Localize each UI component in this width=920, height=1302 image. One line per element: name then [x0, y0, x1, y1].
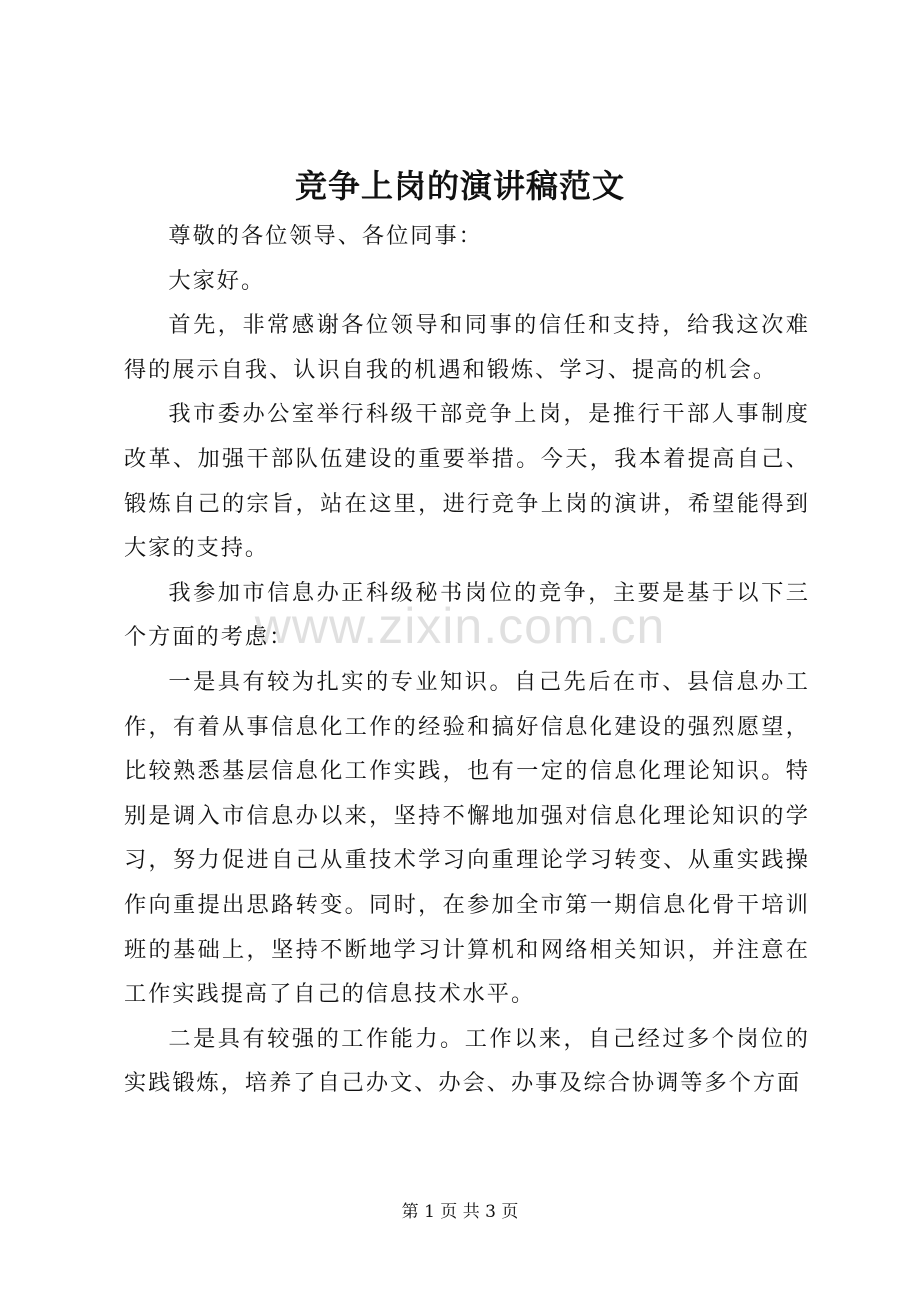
paragraph-salutation: 尊敬的各位领导、各位同事：	[168, 223, 483, 249]
paragraph-thanks: 首先，非常感谢各位领导和同事的信任和支持，给我这次难得的展示自我、认识自我的机遇和锻炼、学习、提高的机会。	[124, 312, 810, 383]
document-title: 竞争上岗的演讲稿范文	[294, 167, 625, 205]
paragraph-greeting: 大家好。	[168, 267, 266, 294]
paragraph-introduction: 我市委办公室举行科级干部竞争上岗，是推行干部人事制度改革、加强干部队伍建设的重要举措。今天，我本着提高自己、锻炼自己的宗旨，站在这里，进行竞争上岗的演讲，希望能得到大家的支持。	[124, 401, 810, 562]
document-body	[124, 214, 810, 1106]
paragraph-position: 我参加市信息办正科级秘书岗位的竞争，主要是基于以下三个方面的考虑：	[124, 579, 810, 651]
watermark-text: www.zixin.com.cn	[254, 598, 666, 654]
page-footer: 第 1 页 共 3 页	[401, 1202, 519, 1222]
paragraph-ability: 二是具有较强的工作能力。工作以来，自己经过多个岗位的实践锻炼，培养了自己办文、办会、办事及综合协调等多个方面	[124, 1025, 810, 1097]
paragraph-knowledge: 一是具有较为扎实的专业知识。自己先后在市、县信息办工作，有着从事信息化工作的经验和搞好信息化建设的强烈愿望，比较熟悉基层信息化工作实践，也有一定的信息化理论知识。特别是调入市信息办以来，坚持不懈地加强对信息化理论知识的学习，努力促进自己从重技术学习向重理论学习转变、从重实践操作向重提出思路转变。同时，在参加全市第一期信息化骨干培训班的基础上，坚持不断地学习计算机和网络相关知识，并注意在工作实践提高了自己的信息技术水平。	[124, 668, 810, 1008]
